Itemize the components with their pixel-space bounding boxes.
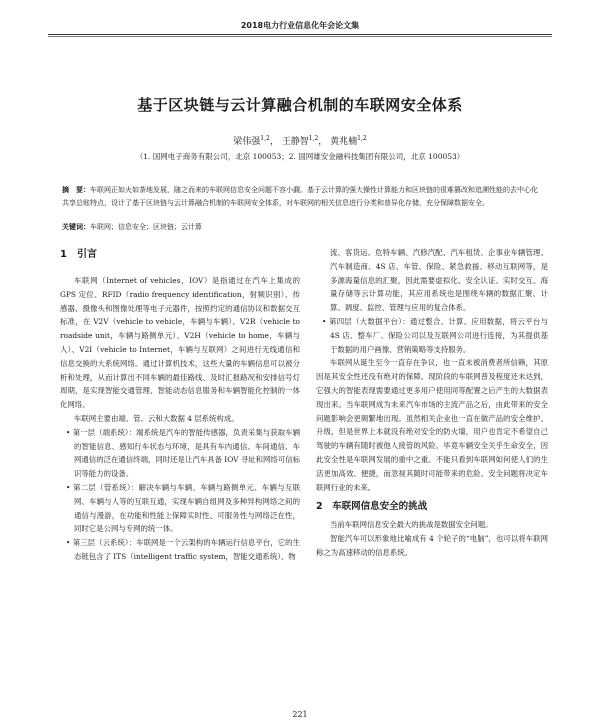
paper-title: 基于区块链与云计算融合机制的车联网安全体系: [137, 96, 463, 114]
paragraph: 车联网主要由端、管、云和大数据 4 层系统构成。: [74, 413, 239, 423]
author-affil-mark: 1,2: [260, 135, 270, 142]
abstract: [62, 184, 540, 209]
author-name: 王静智: [281, 137, 309, 147]
paragraph: 智能汽车可以形象地比喻成有 4 个轮子的“电脑”，也可以将车联网称之为高速移动的信息系统。: [316, 533, 548, 557]
keywords-text: 车联网；信息安全；区块链；云计算: [90, 223, 202, 231]
paragraph: 车联网（Internet of vehicles，IOV）是指通过在汽车上集成的 GPS 定位、RFID（radio frequency identification，射频识别）、传感器、摄像头和图像处理等电子元器件，按照约定的通信协议和数据交互标准，在 V2V（vehicle to vehicle，车辆与车辆）、V2R（vehicle to roadside unit，车辆与路侧单元）、V2H（vehicle to home，车辆与人）、V2I（vehicle to Internet，车辆与互联网）之间进行无线通信和信息交换的大系统网络。通过计算机技术，这些大量的车辆信息可以被分析和处理，从而计算出不同车辆的最佳路线、及时汇报路况和安排信号灯周期，是实现智能交通管理、智能动态信息服务和车辆智能化控制的一体化网络。: [60, 276, 300, 410]
author-affil-mark: 1,2: [357, 135, 367, 142]
section-heading-intro: 1 引言: [60, 249, 97, 260]
right-column: [316, 246, 548, 560]
list-item: • 第三层（云系统）：车联网是一个云架构的车辆运行信息平台，它的生态链包含了 ITS（intelligent traffic system，智能交通系统）、物: [66, 538, 300, 561]
author-name: 黄兆楠: [330, 137, 358, 147]
paragraph: 当前车联网信息安全最大的挑战是数据安全问题。: [330, 520, 493, 530]
abstract-label: 摘 要：: [62, 186, 90, 194]
running-header: 2018电力行业信息化年会论文集: [240, 21, 360, 30]
section-heading-challenges: 2 车联网信息安全的挑战: [316, 501, 428, 513]
abstract-text: 车联网正如火如荼地发展，随之而来的车联网信息安全问题不容小觑。基于云计算的强大操性计算能力和区块链的很难篡改和追溯性能的去中心化共享总账特点，设计了基于区块链与云计算融合机制的车联网安全体系，对车联网的相关信息进行分类和普异化存储，充分保障数据安全。: [62, 186, 538, 207]
list-item: • 第一层（端系统）：端系统是汽车的智能传感器，负责采集与获取车辆的智能信息、感知行车状态与环境，是具有车内通信、车间通信、车网通信的泛在通信终端，同时还是让汽车具备 IOV 寻址和网络可信标识等能力的设备。: [66, 427, 300, 479]
keywords: [62, 222, 540, 232]
header-rule: [48, 34, 552, 35]
author-name: 梁伟强: [233, 137, 261, 147]
header-rule-thin: [48, 36, 552, 37]
author-line: 梁伟强$^{1,2}$， 王静智$^{1,2}$， 黄兆楠$^{1,2}$: [233, 135, 367, 147]
list-item: • 第二层（管系统）：解决车辆与车辆、车辆与路侧单元、车辆与互联网、车辆与人等的互联互通，实现车辆自组网及多种异构网络之间的通信与漫游，在功能和性能上保障实时性、可服务性与网络泛在性，同时它是公网与专网的统一体。: [66, 482, 300, 534]
left-column: [60, 246, 300, 564]
paragraph-continued: 流、客货运、危特车辆、汽修汽配、汽车租赁、企事业车辆管理、汽车制造商、4S 店、车管、保险、紧急救援、移动互联网等，是多源海量信息的汇聚，因此需要虚拟化、安全认证、实时交互、海量存储等云计算功能，其应用系统也是围绕车辆的数据汇聚、计算、调度、监控、管理与应用的复合体系。: [330, 248, 548, 313]
affiliation: （1. 国网电子商务有限公司，北京 100053；2. 国网雄安金融科技集团有限公司，北京 100053）: [135, 152, 465, 161]
list-item: • 第四层（大数据平台）：通过整合、计算、应用数据，将云平台与 4S 店、整车厂、保险公司以及互联网公司进行连接，为其提供基于数据的用户画像、营销策略等支持服务。: [322, 316, 548, 354]
author-affil-mark: 1,2: [308, 135, 319, 142]
page-number: 221: [292, 710, 308, 719]
keywords-label: 关键词：: [62, 223, 90, 231]
paragraph: 车联网从诞生至今一直存在争议，也一直未被消费者所信赖，其原因是其安全性还没有绝对的保障。现阶段的车联网普及程度还未达到，它强大的智能表现需要通过更多用户使用同等配置之后产生的大数据表现出来。当车联网成为未来汽车市场的主流产品之后，由此带来的安全问题影响会更频繁地出现。虽然相关企业也一直在做产品的安全维护、升级，但是世界上本就没有绝对安全的防火墙，用户也肯定不希望自己驾驶的车辆有随时被他人接管的风险。毕竟车辆安全关乎生命安全，因此安全性是车联网发展的重中之重。不能只看到车联网如何使人们的生活更加高效、便捷，而忽视其随时可能带来的危险。安全问题将决定车联网行业的未来。: [316, 358, 548, 492]
